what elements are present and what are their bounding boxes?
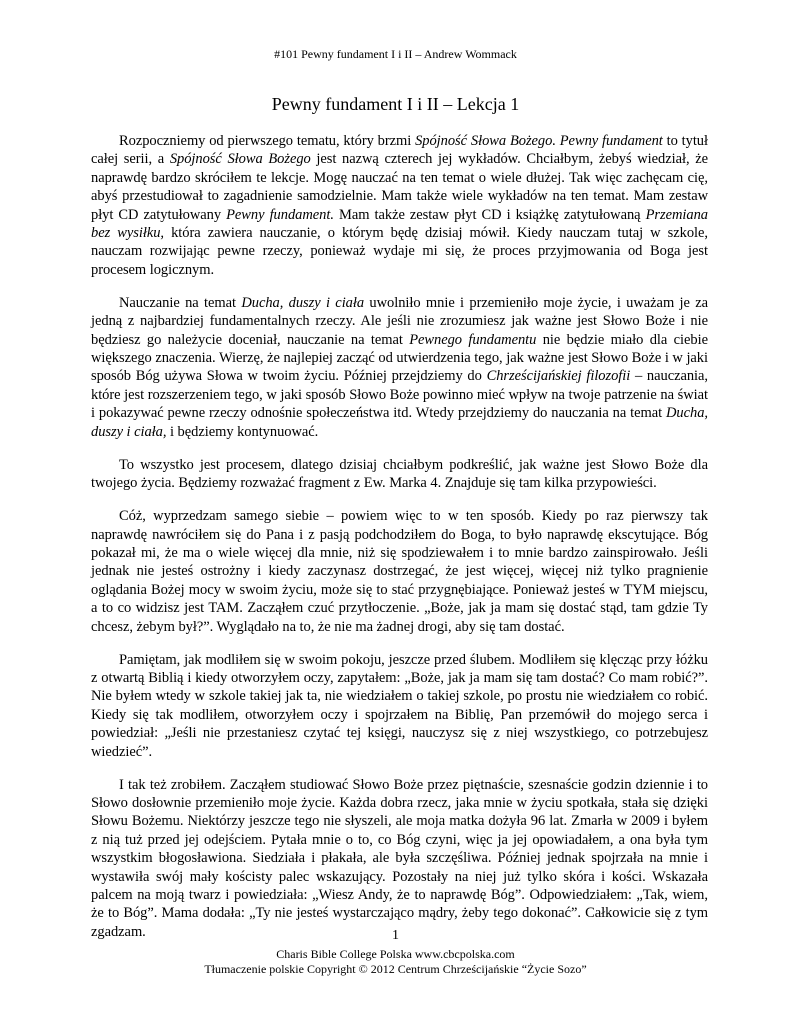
body-text — [91, 132, 708, 956]
italic-text-run: Ducha, duszy i ciała — [241, 294, 365, 311]
text-run: Cóż, wyprzedzam samego siebie – powiem więc to w ten sposób. Kiedy po raz pierwszy tak naprawdę nawróciłem się do Pana i z pasją podchodziłem do Boga, to było naprawdę ekscytujące. Bóg pokazał mi, że ma o wiele więcej dla mnie, niż się spodziewałem i to mnie bardzo zainspirowało. Jeśli jednak nie jesteś ostrożny i kiedy zaczynasz dostrzegać, że jest więcej, więcej niż tylko pragnienie oglądania Bożej mocy w swoim życiu, może się to stać przygnębiające. Ponieważ jesteś w TYM miejscu, a to co widzisz jest TAM. Zacząłem czuć przytłoczenie. „Boże, jak ja mam się dostać stąd, tam gdzie Ty chcesz, żebym był?”. Wyglądało na to, że nie ma żadnej drogi, aby się tam dostać. — [91, 508, 708, 635]
page-number: 1 — [392, 928, 399, 943]
paragraph-5 — [91, 651, 708, 761]
text-run: to tytuł całej serii, a — [91, 133, 708, 168]
paragraph-1 — [91, 132, 708, 279]
italic-text-run: Spójność Słowa Bożego — [169, 151, 311, 168]
italic-text-run: Spójność Słowa Bożego. Pewny fundament — [415, 133, 663, 149]
italic-text-run: Chrześcijańskiej filozofii — [486, 368, 631, 385]
footer-publisher: Charis Bible College Polska www.cbcpolska.com — [276, 947, 515, 961]
text-run: Mam także zestaw płyt CD i książkę zatytułowaną — [333, 206, 646, 223]
text-run: I tak też zrobiłem. Zacząłem studiować Słowo Boże przez piętnaście, szesnaście godzin dziennie i to Słowo dosłownie przemieniło moje życie. Każda dobra rzecz, jaka mnie w życiu spotkała, stała się dzięki Słowu Bożemu. Niektórzy jeszcze tego nie słyszeli, ale moja matka dożyła 96 lat. Zmarła w 2009 i byłem z nią tuż przed jej odejściem. Pytała mnie o to, co Bóg czyni, więc ja jej opowiadałem, a ona była tym wszystkim błogosławiona. Siedziała i płakała, ale była szczęśliwa. Później jednak spojrzała na mnie i wystawiła swój mały kościsty palec wskazujący. Pozostały na niej już tylko skóra i kości. Wskazała palcem na moją twarz i powiedziała: „Wiesz Andy, że to naprawdę Bóg”. Odpowiedziałem: „Tak, wiem, że to Bóg”. Mama dodała: „Ty nie jesteś wystarczająco mądry, żeby tego dokonać”. Całkowicie się z tym zgadzam. — [91, 776, 708, 940]
paragraph-2 — [91, 294, 708, 441]
text-run: uwolniło mnie i przemieniło moje życie, i uważam je za jedną z najbardziej fundamentalnych rzeczy. Ale jeśli nie zrozumiesz jak ważne jest Słowo Boże i nie będziesz go należycie doceniał, nauczanie na temat — [91, 294, 709, 348]
italic-text-run: Ducha, duszy i ciała, — [91, 405, 708, 440]
text-run: Nauczanie na temat — [119, 294, 242, 311]
text-run: jest nazwą czterech jej wykładów. Chciałbym, żebyś wiedział, że naprawdę bardzo skróciłem te lekcje. Mogę nauczać na ten temat o wiele dłużej. Tak więc zachęcam cię, abyś przestudiował to zagadnienie samodzielnie. Mam także wiele wykładów na ten temat. Mam zestaw płyt CD zatytułowany — [91, 151, 708, 223]
footer-copyright: Tłumaczenie polskie Copyright © 2012 Centrum Chrześcijańskie “Życie Sozo” — [204, 962, 587, 976]
running-header: #101 Pewny fundament I i II – Andrew Wommack — [274, 47, 517, 61]
text-run: Pamiętam, jak modliłem się w swoim pokoju, jeszcze przed ślubem. Modliłem się klęcząc przy łóżku z otwartą Biblią i kiedy otworzyłem oczy, zapytałem: „Boże, jak ja mam się tam dostać? Co mam robić?”. Nie byłem wtedy w szkole takiej jak ta, nie wiedziałem o takiej szkole, po prostu nie wiedziałem co robić. Kiedy się tak modliłem, otworzyłem oczy i spojrzałem na Biblię, Pan przemówił do mojego serca i powiedział: „Jeśli nie przestaniesz czytać tej księgi, nauczysz się z niej wszystkiego, co potrzebujesz wiedzieć”. — [91, 651, 708, 760]
text-run: i będziemy kontynuować. — [166, 423, 319, 440]
text-run: – nauczania, które jest rozszerzeniem tego, w jaki sposób Słowo Boże powinno mieć wpływ na twoje patrzenie na świat i pokazywać pewne rzeczy odnośnie społeczeństwa itd. Wtedy przejdziemy do nauczania na temat — [91, 368, 708, 422]
italic-text-run: Przemiana bez wysiłku, — [91, 206, 709, 242]
text-run: To wszystko jest procesem, dlatego dzisiaj chciałbym podkreślić, jak ważne jest Słowo Boże dla twojego życia. Będziemy rozważać fragment z Ew. Marka 4. Znajduje się tam kilka przypowieści. — [91, 456, 708, 492]
paragraph-3 — [91, 456, 708, 493]
text-run: która zawiera nauczanie, o którym będę dzisiaj mówił. Kiedy nauczam tutaj w szkole, nauczam rozwijając pewne rzeczy, ponieważ wydaje mi się, że proces przyjmowania od Boga jest procesem logicznym. — [91, 225, 708, 278]
lesson-title: Pewny fundament I i II – Lekcja 1 — [271, 94, 520, 114]
italic-text-run: Pewny fundament. — [226, 206, 334, 223]
text-run: Rozpoczniemy od pierwszego tematu, który brzmi — [119, 133, 416, 149]
text-run: nie będzie miało dla ciebie większego znaczenia. Wierzę, że najlepiej zacząć od utwierdzenia tego, jak ważne jest Słowo Boże i w jaki sposób Bóg używa Słowa w twoim życiu. Później przejdziemy do — [91, 331, 708, 385]
paragraph-6 — [91, 776, 708, 942]
paragraph-4 — [91, 507, 708, 636]
italic-text-run: Pewnego fundamentu — [409, 331, 537, 348]
